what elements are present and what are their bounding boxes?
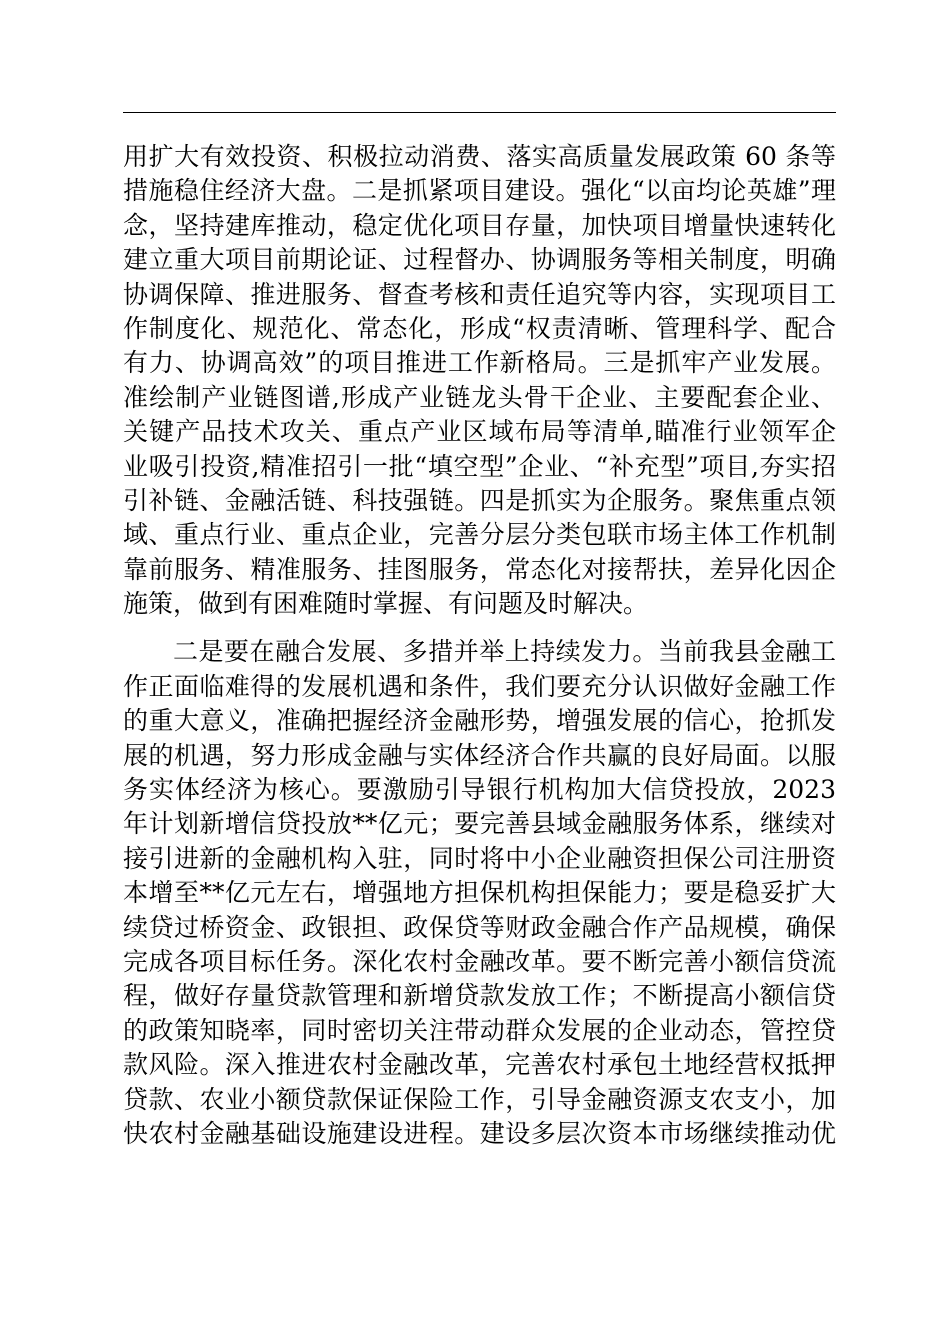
- paragraph-spacing: [123, 621, 836, 635]
- paragraph-1: [123, 140, 836, 621]
- text-line: 引补链、金融活链、科技强链。四是抓实为企服务。聚焦重点领: [123, 485, 836, 515]
- text-line: 的重大意义，准确把握经济金融形势，增强发展的信心，抢抓发: [123, 706, 836, 736]
- text-line: 年计划新增信贷投放**亿元；要完善县域金融服务体系，继续对: [123, 809, 836, 839]
- text-line: 接引进新的金融机构入驻，同时将中小企业融资担保公司注册资: [123, 843, 836, 873]
- text-line: 关键产品技术攻关、重点产业区域布局等清单,瞄准行业领军企: [123, 417, 836, 447]
- text-line: 程，做好存量贷款管理和新增贷款发放工作；不断提高小额信贷: [123, 981, 836, 1011]
- text-line: 续贷过桥资金、政银担、政保贷等财政金融合作产品规模，确保: [123, 912, 836, 942]
- header-rule: [123, 112, 836, 113]
- text-line: 念，坚持建库推动，稳定优化项目存量，加快项目增量快速转化: [123, 210, 836, 240]
- text-line: 作正面临难得的发展机遇和条件，我们要充分认识做好金融工作: [123, 671, 836, 701]
- text-line: 措施稳住经济大盘。二是抓紧项目建设。强化“以亩均论英雄”理: [123, 176, 836, 206]
- text-line: 施策，做到有困难随时掌握、有问题及时解决。: [123, 589, 649, 619]
- text-line: 域、重点行业、重点企业，完善分层分类包联市场主体工作机制: [123, 520, 836, 550]
- body-text: [123, 140, 836, 1151]
- text-line: 快农村金融基础设施建设进程。建设多层次资本市场继续推动优: [123, 1118, 836, 1148]
- text-line: 务实体经济为核心。要激励引导银行机构加大信贷投放，2023: [123, 775, 836, 805]
- text-line: 协调保障、推进服务、督查考核和责任追究等内容，实现项目工: [123, 279, 836, 309]
- text-line: 展的机遇，努力形成金融与实体经济合作共赢的良好局面。以服: [123, 740, 836, 770]
- text-line: 业吸引投资,精准招引一批“填空型”企业、“补充型”项目,夯实招: [123, 451, 836, 481]
- text-line: 有力、协调高效”的项目推进工作新格局。三是抓牢产业发展。: [123, 348, 836, 378]
- text-line: 贷款、农业小额贷款保证保险工作，引导金融资源支农支小，加: [123, 1084, 836, 1114]
- text-line: 款风险。深入推进农村金融改革，完善农村承包土地经营权抵押: [123, 1050, 836, 1080]
- text-line: 作制度化、规范化、常态化，形成“权责清晰、管理科学、配合: [123, 313, 836, 343]
- text-line: 二是要在融合发展、多措并举上持续发力。当前我县金融工: [173, 637, 836, 667]
- text-line: 用扩大有效投资、积极拉动消费、落实高质量发展政策 60 条等: [123, 142, 836, 171]
- text-line: 完成各项目标任务。深化农村金融改革。要不断完善小额信贷流: [123, 946, 836, 976]
- text-line: 靠前服务、精准服务、挂图服务，常态化对接帮扶，差异化因企: [123, 554, 836, 584]
- text-line: 本增至**亿元左右，增强地方担保机构担保能力；要是稳妥扩大: [123, 878, 836, 908]
- paragraph-2: [123, 635, 836, 1151]
- text-line: 的政策知晓率，同时密切关注带动群众发展的企业动态，管控贷: [123, 1015, 836, 1045]
- text-line: 建立重大项目前期论证、过程督办、协调服务等相关制度，明确: [123, 245, 836, 275]
- text-line: 准绘制产业链图谱,形成产业链龙头骨干企业、主要配套企业、: [123, 382, 836, 412]
